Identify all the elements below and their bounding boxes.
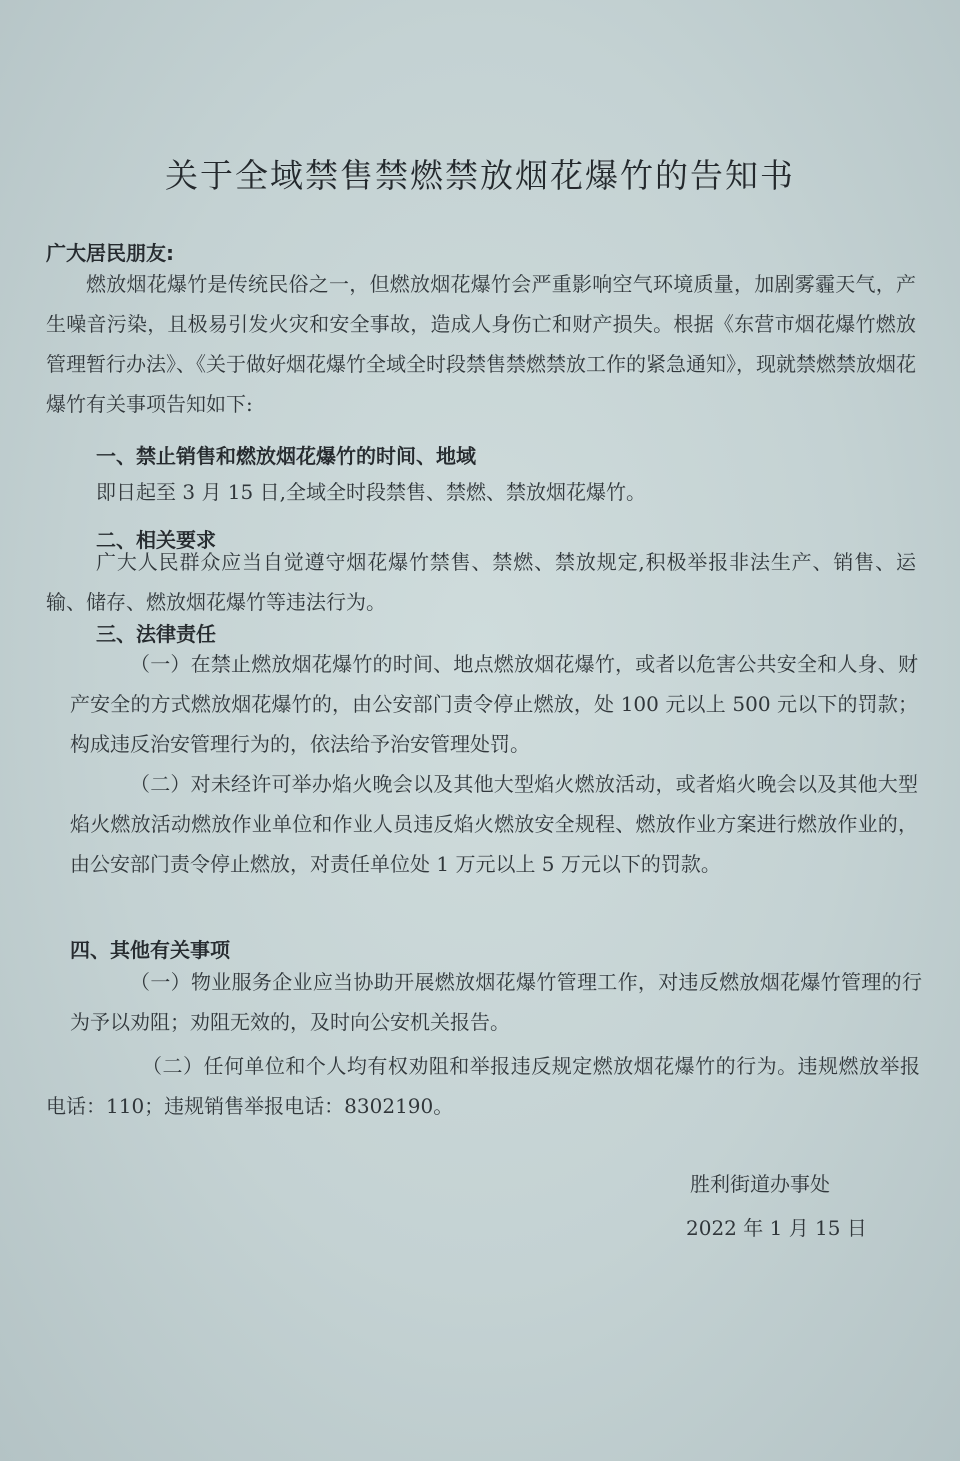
signature-date: 2022 年 1 月 15 日 — [686, 1216, 867, 1240]
signature-org: 胜利街道办事处 — [690, 1172, 830, 1196]
greeting: 广大居民朋友: — [46, 241, 174, 265]
section-3-item-2: （二）对未经许可举办焰火晚会以及其他大型焰火燃放活动，或者焰火晚会以及其他大型焰火燃放活动燃放作业单位和作业人员违反焰火燃放安全规程、燃放作业方案进行燃放作业的，由公安部门责令停止燃放，对责任单位处 1 万元以上 5 万元以下的罚款。 — [70, 772, 918, 876]
section-4-heading: 四、其他有关事项 — [70, 938, 230, 962]
section-3-item-1: （一）在禁止燃放烟花爆竹的时间、地点燃放烟花爆竹，或者以危害公共安全和人身、财产安全的方式燃放烟花爆竹的，由公安部门责令停止燃放，处 100 元以上 500 元以下的罚款；构成违反治安管理行为的，依法给予治安管理处罚。 — [70, 652, 918, 756]
intro-paragraph-block — [46, 264, 916, 424]
section-4-item-1: （一）物业服务企业应当协助开展燃放烟花爆竹管理工作，对违反燃放烟花爆竹管理的行为予以劝阻；劝阻无效的，及时向公安机关报告。 — [70, 970, 922, 1034]
section-3-heading: 三、法律责任 — [96, 622, 216, 646]
intro-paragraph: 燃放烟花爆竹是传统民俗之一，但燃放烟花爆竹会严重影响空气环境质量，加剧雾霾天气，产生噪音污染，且极易引发火灾和安全事故，造成人身伤亡和财产损失。根据《东营市烟花爆竹燃放管理暂行办法》、《关于做好烟花爆竹全域全时段禁售禁燃禁放工作的紧急通知》，现就禁燃禁放烟花爆竹有关事项告知如下: — [46, 272, 916, 416]
section-1-text: 即日起至 3 月 15 日,全域全时段禁售、禁燃、禁放烟花爆竹。 — [96, 480, 646, 504]
section-1-heading: 一、禁止销售和燃放烟花爆竹的时间、地域 — [96, 444, 476, 468]
section-4-item-2: （二）任何单位和个人均有权劝阻和举报违反规定燃放烟花爆竹的行为。违规燃放举报电话：110；违规销售举报电话：8302190。 — [46, 1054, 920, 1118]
section-2-text: 广大人民群众应当自觉遵守烟花爆竹禁售、禁燃、禁放规定,积极举报非法生产、销售、运输、储存、燃放烟花爆竹等违法行为。 — [46, 550, 916, 614]
section-2-heading: 二、相关要求 — [96, 528, 216, 552]
document-title: 关于全域禁售禁燃禁放烟花爆竹的告知书 — [165, 156, 795, 195]
